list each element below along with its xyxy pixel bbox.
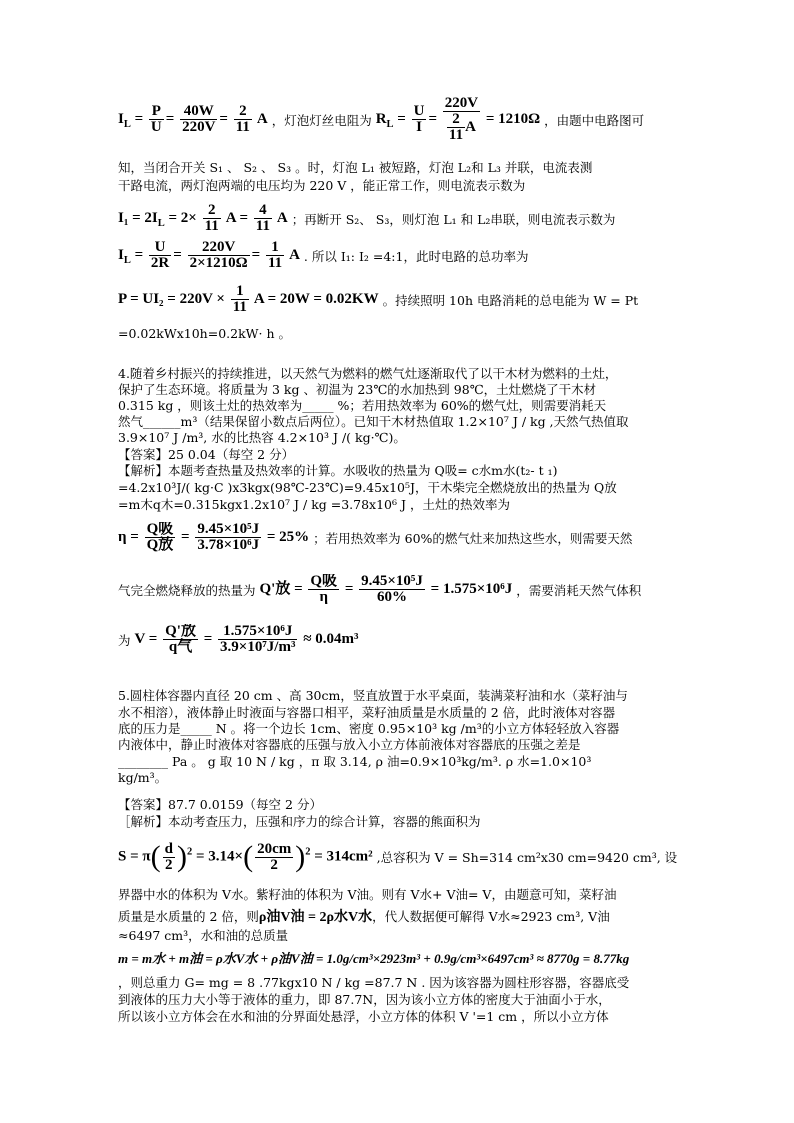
q5-analysis-line: ［解析】本动考查压力，压强和序力的综合计算，容器的熊面积为 <box>118 814 481 829</box>
q4-answer: 【答案】25 0.04（每空 2 分） <box>118 447 295 462</box>
q4-line: 0.315 kg ，则该土灶的热效率为_____ %；若用热效率为 60%的燃气灶，则需要消耗天 <box>118 398 607 413</box>
q5-answer: 【答案】87.7 0.0159（每空 2 分） <box>118 797 322 812</box>
equation-line-current-resistance: $I_L$ = $\frac{P}{U}$ = $\frac{40W}{220V}$ = $\frac{2}{11}$ A ，灯泡灯丝电阻为 $R_L$ = $\frac{U}{I}$ = 220V $\frac{2}{11}$ A = 1210Ω ，由题中电路图可 <box>118 96 645 143</box>
equation-line-il2: $I_L$ = $\frac{U}{2R}$ = $\frac{220V}{2\times 1210\Omega}$ = $\frac{1}{11}$ A . 所以 I₁: I₂ =4:1，此时电路的总功率为 <box>118 240 529 271</box>
equation-line-mass: m = m水 + m油 = ρ水V水 + ρ油V油 = 1.0g/cm³×2923m³ + 0.9g/cm³×6497cm³ ≈ 8770g = 8.77kg <box>118 951 630 966</box>
q5-analysis-line: 所以该小立方体会在水和油的分界面处悬浮，小立方体的体积 V '=1 cm ，所以小立方体 <box>118 1009 609 1024</box>
q5-analysis-line: 质量是水质量的 2 倍，则ρ油V油 = 2ρ水V水，代人数据便可解得 V水≈2923 cm³, V油 <box>118 909 610 925</box>
equation-line-area: S = π( $\frac{d}{2}$ )$^2$ = 3.14×( $\frac{20cm}{2}$ )$^2$ = 314cm² ,总容积为 V = Sh=314 cm²x30 cm=9420 cm³, 设 <box>118 840 678 873</box>
q5-analysis-line: 到液体的压力大小等于液体的重力，即 87.7N，因为该小立方体的密度大于油面小于水， <box>118 992 611 1007</box>
text-line: =0.02kWx10h=0.2kW· h 。 <box>118 326 291 341</box>
q4-analysis-line: =m木q木=0.315kgx1.2x10⁷ J / kg =3.78x10⁶ J ，土灶的热效率为 <box>118 497 510 512</box>
q5-line: 底的压力是_____ N 。将一个边长 1cm、密度 0.95×10³ kg /m³的小立方体轻轻放入容器 <box>118 721 620 736</box>
text-line: 干路电流，两灯泡两端的电压均为 220 V ，能正常工作，则电流表示数为 <box>118 178 526 193</box>
q5-line: 5.圆柱体容器内直径 20 cm 、高 30cm，竖直放置于水平桌面，装满菜籽油和水（菜籽油与 <box>118 688 628 703</box>
equation-current: $I_L$ = $\frac{P}{U}$ = $\frac{40W}{220V}$ = $\frac{2}{11}$ A <box>118 103 268 135</box>
q4-line: 4.随着乡村振兴的持续推进，以天然气为燃料的燃气灶逐渐取代了以干木材为燃料的土灶， <box>118 366 618 381</box>
q5-line: kg/m³。 <box>118 770 168 785</box>
q4-line: 然气______m³（结果保留小数点后两位）。已知干木材热值取 1.2×10⁷ J / kg ,天然气热值取 <box>118 414 629 429</box>
q5-analysis-line: 界器中水的体积为 V水。紫籽油的体积为 V油。则有 V水+ V油= V，由题意可知，菜籽油 <box>118 887 617 902</box>
q4-analysis-line: 【解析】本题考查热量及热效率的计算。水吸收的热量为 Q吸= c水m水(t₂- t ₁) <box>118 463 558 478</box>
q4-line: 3.9×10⁷ J /m³, 水的比热容 4.2×10³ J /( kg·℃)。 <box>118 430 406 445</box>
equation-line-power: P = UI₂ = 220V × $\frac{1}{11}$ A = 20W = 0.02KW 。持续照明 10h 电路消耗的总电能为 W = Pt <box>118 284 639 315</box>
q5-line: 水不相溶），液体静止时液面与容器口相平，菜籽油质量是水质量的 2 倍，此时液体对容器 <box>118 705 616 720</box>
equation-line-volume: 为 V = $\frac{\text{Q'放}}{\text{q气}}$ = $\frac{\text{1.575×10⁶J}}{\text{3.9×10⁷J/m³}}$ ≈ 0.04m³ <box>118 624 359 655</box>
q5-analysis-line: ≈6497 cm³，水和油的总质量 <box>118 928 289 943</box>
equation-line-i1: $I_1 = 2I_L = 2\times$ $\frac{2}{11}$ A = $\frac{4}{11}$ A ；再断开 S₂、 S₃，则灯泡 L₁ 和 L₂串联，则电流表示数为 <box>118 203 616 234</box>
equation-resistance: $R_L$ = $\frac{U}{I}$ = 220V $\frac{2}{11}$ A = 1210Ω <box>375 96 541 143</box>
text-line: 知，当闭合开关 S₁ 、 S₂ 、 S₃ 。时，灯泡 L₁ 被短路，灯泡 L₂和 L₃ 并联，电流表测 <box>118 160 593 175</box>
equation-line-heat: 气完全燃烧释放的热量为 Q'放 = $\frac{\text{Q吸}}{\eta}$ = $\frac{\text{9.45×10⁵J}}{60\%}$ = 1.575×10⁶J ，需要消耗天然气体积 <box>118 574 642 605</box>
equation-line-efficiency: η = $\frac{\text{Q吸}}{\text{Q放}}$ = $\frac{\text{9.45×10⁵J}}{\text{3.78×10⁶J}}$ = 25% ；若用热效率为 60%的燃气灶来加热这些水，则需要天然 <box>118 522 633 553</box>
q5-line: 内液体中，静止时液体对容器底的压强与放入小立方体前液体对容器底的压强之差是 <box>118 737 581 752</box>
q5-line: ________ Pa 。 g 取 10 N / kg ，π 取 3.14, ρ 油=0.9×10³kg/m³. ρ 水=1.0×10³ <box>118 754 592 769</box>
q4-analysis-line: =4.2x10³J/( kg·C )x3kgx(98℃-23℃)=9.45x10⁵J，干木柴完全燃烧放出的热量为 Q放 <box>118 480 617 495</box>
q4-line: 保护了生态环境。将质量为 3 kg 、初温为 23℃的水加热到 98℃，土灶燃烧了干木材 <box>118 382 597 397</box>
q5-analysis-line: ，则总重力 G= mg = 8 .77kgx10 N / kg =87.7 N . 因为该容器为圆柱形容器，容器底受 <box>118 975 630 990</box>
